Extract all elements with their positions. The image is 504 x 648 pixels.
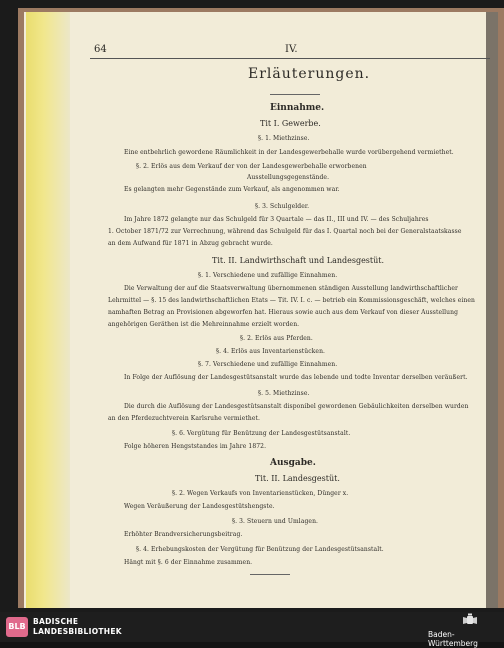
e-t2-p1-text-1: Die Verwaltung der auf die Staatsverwaltung übernommenen ständigen Ausstellung landwirthschaftlicher [124, 285, 458, 292]
a-tit2-heading: Tit. II. Landesgestüt. [255, 474, 340, 483]
page-title: Erläuterungen. [248, 66, 371, 82]
e-t1-p2-heading-2: Ausstellungsgegenstände. [247, 174, 330, 181]
a-t2-p3-text: Erhöhter Brandversicherungsbeitrag. [124, 531, 243, 538]
chapter-number: IV. [285, 44, 298, 55]
e-t2-p6-text: Folge höheren Hengststandes im Jahre 1872. [124, 443, 267, 450]
e-t2-p1-text-2: Lehrmittel — §. 15 des landwirthschaftlichen Etats — Tit. IV. I. c. — betrieb ein Kommissionsgeschäft, welches einen [108, 297, 475, 304]
e-t2-p1-text-3: namhaften Betrag an Provisionen abgeworfen hat. Hieraus sowie auch aus dem Verkauf von dieser Ausstellung [108, 309, 459, 316]
coat-of-arms-icon [462, 613, 478, 627]
ausgabe-heading: Ausgabe. [270, 458, 316, 468]
a-t2-p2-text: Wegen Veräußerung der Landesgestütshengste. [124, 503, 275, 510]
e-t2-p1-text-4: angehörigen Geräthen ist die Mehreinnahme erzielt worden. [108, 321, 300, 328]
binding-gutter [26, 12, 70, 608]
e-t1-p3-heading: §. 3. Schulgelder. [255, 203, 310, 210]
a-t2-p3-heading: §. 3. Steuern und Umlagen. [232, 518, 319, 525]
library-name-line2: LANDESBIBLIOTHEK [33, 627, 122, 636]
library-logo[interactable]: BLB [6, 617, 28, 637]
e-t1-p2-text: Es gelangten mehr Gegenstände zum Verkauf, als angenommen war. [124, 186, 340, 193]
header-rule [90, 58, 490, 59]
tit1-heading: Tit I. Gewerbe. [260, 119, 321, 128]
e-t2-p7-text: In Folge der Auflösung der Landesgestütsanstalt wurde das lebende und todte Inventar derselben veräußert. [124, 374, 468, 381]
end-rule [250, 574, 290, 575]
e-t2-p2-heading: §. 2. Erlös aus Pferden. [240, 335, 313, 342]
tit2-heading: Tit. II. Landwirthschaft und Landesgestüt. [212, 256, 385, 265]
library-name-line1: BADISCHE [33, 617, 79, 626]
e-t1-p1-text: Eine entbehrlich gewordene Räumlichkeit in der Landesgewerbehalle wurde vorübergehend vermiethet. [124, 149, 454, 156]
a-t2-p4-text: Hängt mit §. 6 der Einnahme zusammen. [124, 559, 253, 566]
page-number: 64 [94, 44, 107, 55]
e-t1-p3-text-2: 1. October 1871/72 zur Verrechnung, während das Schulgeld für das I. Quartal noch bei der Generalstaatskasse [108, 228, 462, 235]
e-t1-p3-text-1: Im Jahre 1872 gelangte nur das Schulgeld für 3 Quartale — das II., III und IV. — des Schuljahres [124, 216, 429, 223]
e-t1-p2-heading-1: §. 2. Erlös aus dem Verkauf der von der Landesgewerbehalle erworbenen [136, 163, 367, 170]
e-t1-p3-text-3: an dem Aufwand für 1871 in Abzug gebracht wurde. [108, 240, 273, 247]
e-t1-p1-heading: §. 1. Miethzinse. [258, 135, 310, 142]
a-t2-p4-heading: §. 4. Erhebungskosten der Vergütung für Benützung der Landesgestütsanstalt. [136, 546, 384, 553]
e-t2-p4-heading: §. 4. Erlös aus Inventarienstücken. [216, 348, 326, 355]
page-right-edge [486, 12, 498, 608]
e-t2-p5-heading: §. 5. Miethzinse. [258, 390, 310, 397]
e-t2-p5-text-2: an den Pferdezuchtverein Karlsruhe vermiethet. [108, 415, 260, 422]
e-t2-p5-text-1: Die durch die Auflösung der Landesgestütsanstalt disponibel gewordenen Gebäulichkeiten derselben wurden [124, 403, 469, 410]
title-rule [270, 94, 320, 95]
einnahme-heading: Einnahme. [270, 103, 325, 113]
region-label: Baden-Württemberg [428, 630, 478, 648]
e-t2-p6-heading: §. 6. Vergütung für Benützung der Landesgestütsanstalt. [172, 430, 351, 437]
a-t2-p2-heading: §. 2. Wegen Verkaufs von Inventarienstücken, Dünger x. [172, 490, 349, 497]
e-t2-p7-heading: §. 7. Verschiedene und zufällige Einnahmen. [198, 361, 338, 368]
e-t2-p1-heading: §. 1. Verschiedene und zufällige Einnahmen. [198, 272, 338, 279]
